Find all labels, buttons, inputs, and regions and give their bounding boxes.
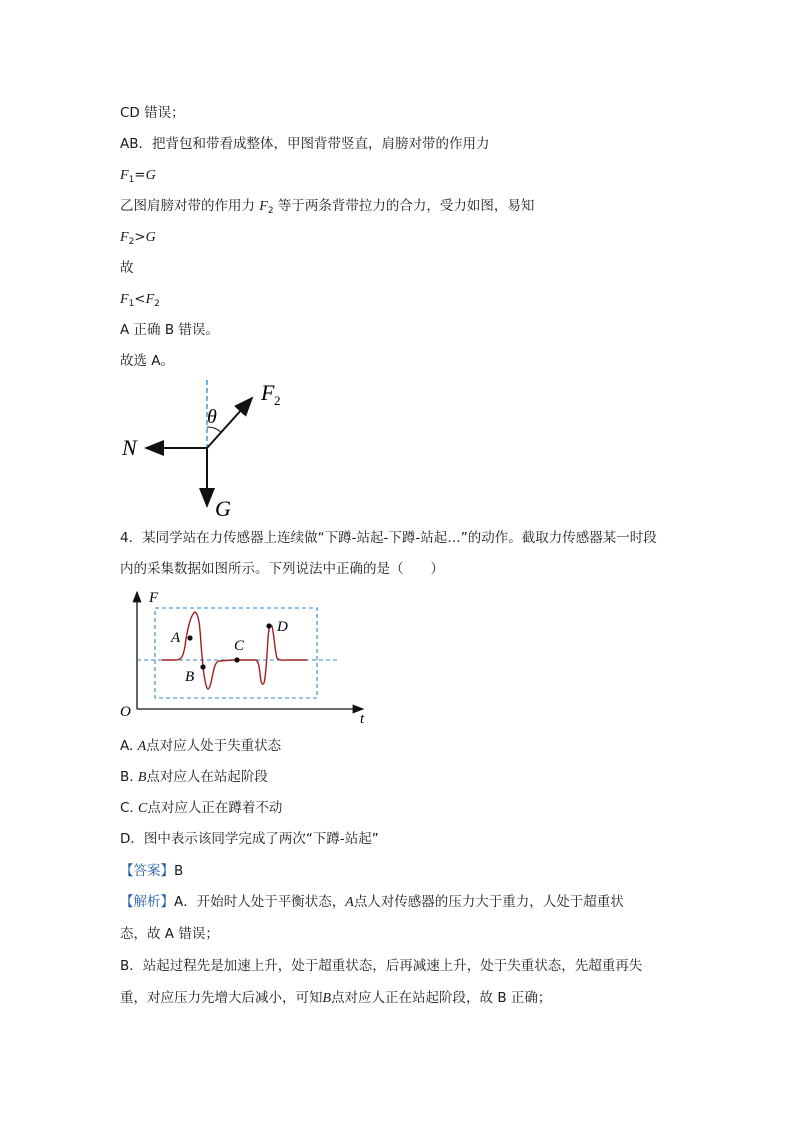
n-label: N <box>122 435 137 460</box>
eq-relation: < <box>134 291 146 307</box>
option-d: D．图中表示该同学完成了两次“下蹲-站起” <box>120 831 379 847</box>
option-prefix: C. <box>120 800 134 816</box>
solution-line-4 <box>120 196 534 221</box>
eq-relation: > <box>134 229 146 245</box>
text-segment: 重，对应压力先增大后减小，可知 <box>120 990 323 1006</box>
eq-symbol: F <box>120 230 129 245</box>
eq-subscript: 2 <box>267 206 274 216</box>
option-prefix: A. <box>120 738 134 754</box>
eq-symbol: F <box>145 292 155 307</box>
question-line-2: 内的采集数据如图所示。下列说法中正确的是（ ） <box>120 561 444 577</box>
origin-label: O <box>120 704 131 720</box>
text-segment: A．开始时人处于平衡状态， <box>174 894 346 910</box>
analysis-line-3: B．站起过程先是加速上升，处于超重状态，后再减速上升，处于失重状态，先超重再失 <box>120 958 643 974</box>
eq-symbol: G <box>145 230 156 245</box>
eq-subscript: 1 <box>128 299 135 309</box>
solution-line-1: CD 错误； <box>120 105 185 121</box>
eq-subscript: 2 <box>128 237 135 247</box>
solution-line-6: 故 <box>120 260 134 276</box>
solution-line-8: A 正确 B 错误。 <box>120 322 219 338</box>
equation-f2-gt-g <box>120 227 156 252</box>
eq-symbol: F <box>120 292 129 307</box>
point-a <box>187 635 192 640</box>
solution-line-9: 故选 A。 <box>120 353 175 369</box>
text-segment: 点对应人正在站起阶段，故 B 正确； <box>331 990 552 1006</box>
analysis-line-1 <box>120 892 624 913</box>
option-b <box>120 767 268 788</box>
analysis-tag: 【解析】 <box>120 894 174 910</box>
option-point: A <box>137 739 147 754</box>
option-text: 点对应人处于失重状态 <box>146 738 282 754</box>
eq-symbol: G <box>145 168 156 183</box>
eq-subscript: 1 <box>128 175 135 185</box>
option-prefix: B. <box>120 769 134 785</box>
label-c: C <box>234 638 245 654</box>
equation-f1-eq-g <box>120 165 156 190</box>
option-point: C <box>138 801 148 816</box>
option-a <box>120 736 281 757</box>
answer-tag: 【答案】 <box>120 863 174 879</box>
option-text: 点对应人正在蹲着不动 <box>147 800 283 816</box>
t-axis-label: t <box>360 711 365 726</box>
eq-subscript: 2 <box>154 299 160 309</box>
label-d: D <box>277 619 288 635</box>
g-label: G <box>215 496 231 521</box>
eq-symbol: F <box>259 199 268 214</box>
theta-label: θ <box>207 406 217 428</box>
label-a: A <box>171 630 181 646</box>
text-segment: 点人对传感器的压力大于重力，人处于超重状 <box>353 894 624 910</box>
solution-line-2: AB．把背包和带看成整体，甲图背带竖直，肩膀对带的作用力 <box>120 136 490 152</box>
option-c <box>120 798 282 819</box>
analysis-line-4 <box>120 988 551 1009</box>
eq-relation: = <box>134 167 146 183</box>
analysis-line-2: 态，故 A 错误； <box>120 926 219 942</box>
text-segment: 乙图肩膀对带的作用力 <box>120 198 255 214</box>
f-axis-label: F <box>149 590 159 606</box>
question-line-1: 4．某同学站在力传感器上连续做“下蹲-站起-下蹲-站起…”的动作。截取力传感器某一时段 <box>120 530 657 546</box>
point-d <box>266 623 271 628</box>
eq-symbol: F <box>120 168 129 183</box>
f2-label: F <box>261 380 275 405</box>
answer-line <box>120 861 183 881</box>
option-point: B <box>137 770 147 785</box>
analysis-point: B <box>322 991 332 1006</box>
equation-f1-lt-f2 <box>120 289 160 314</box>
option-text: 点对应人在站起阶段 <box>146 769 268 785</box>
label-b: B <box>185 669 195 685</box>
text-segment: 等于两条背带拉力的合力，受力如图，易知 <box>277 198 535 214</box>
force-time-graph <box>115 586 375 726</box>
force-diagram <box>110 372 310 522</box>
analysis-point: A <box>345 895 354 910</box>
answer-value: B <box>174 863 184 879</box>
point-b <box>200 664 205 669</box>
point-c <box>234 657 239 662</box>
f2-label-subscript: 2 <box>274 393 281 408</box>
